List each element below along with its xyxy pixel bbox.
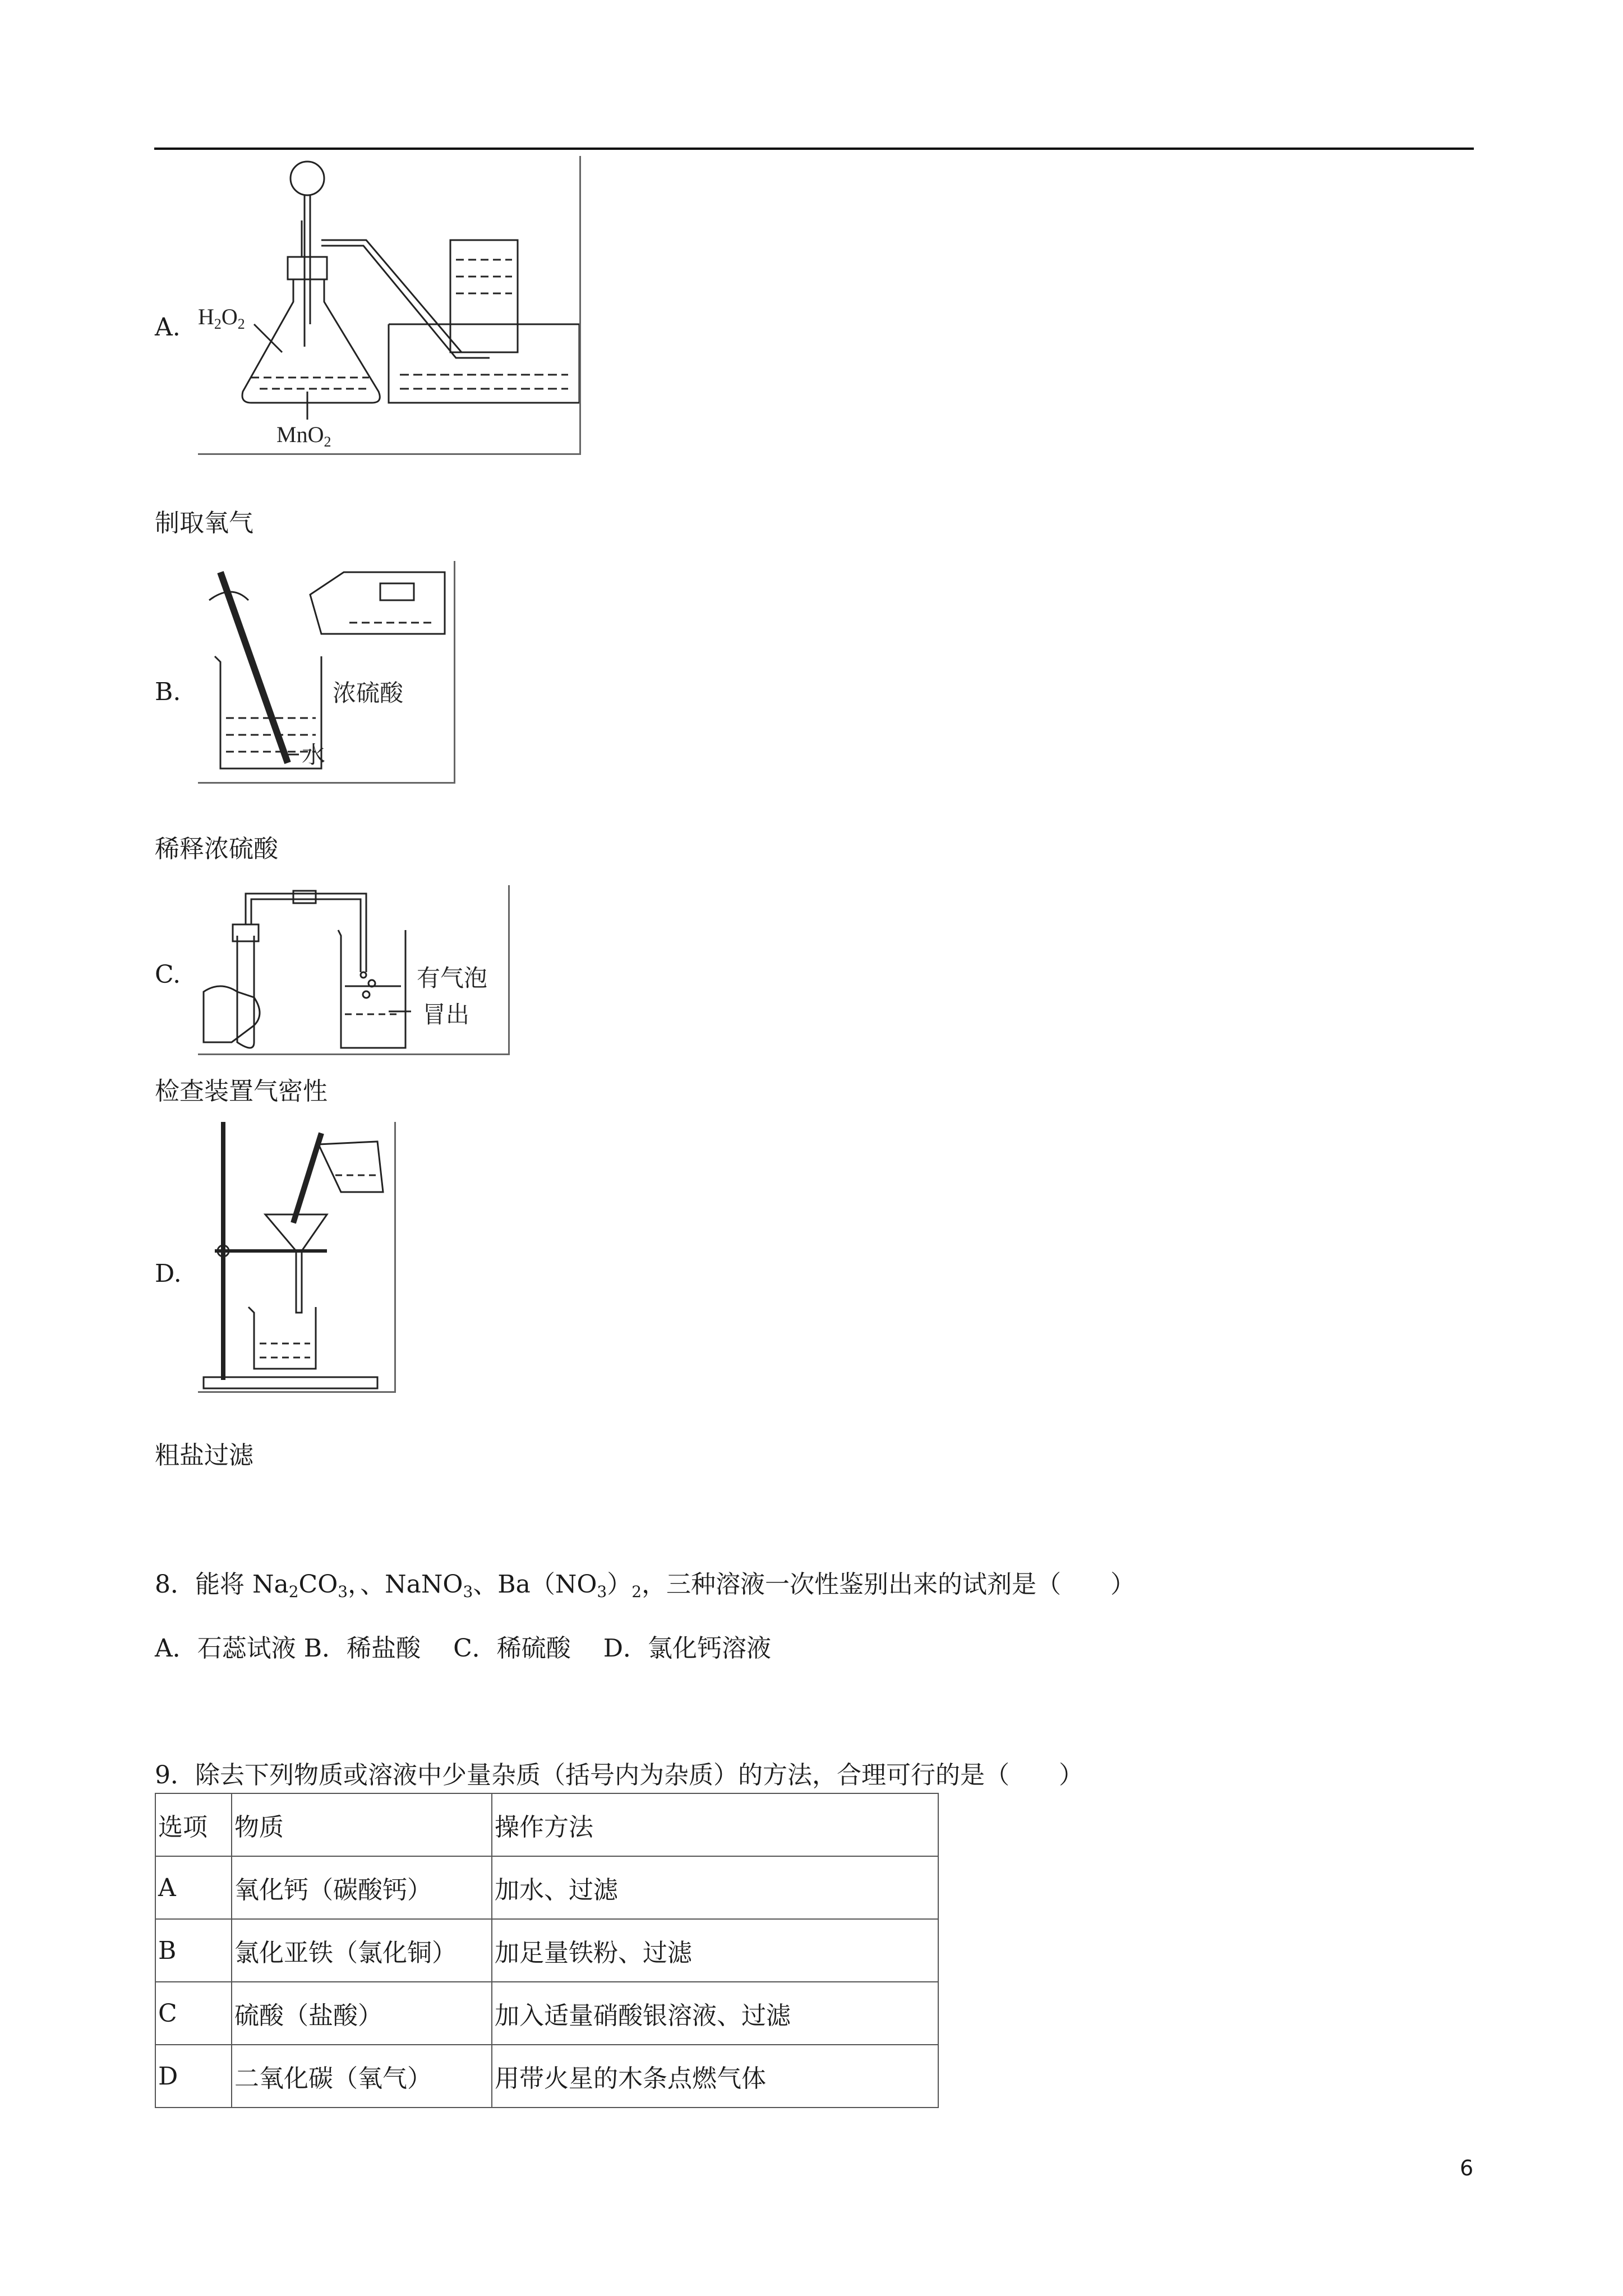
question-9-table — [155, 1793, 939, 2108]
table-row: D 二氧化碳（氧气） 用带火星的木条点燃气体 — [155, 2045, 938, 2108]
header-option: 选项 — [155, 1793, 232, 1856]
table-row: C 硫酸（盐酸） 加入适量硝酸银溶液、过滤 — [155, 1982, 938, 2045]
option-a-letter: A. — [155, 313, 181, 342]
question-8-stem: 8．能将 $Na_2CO_3$，、NaNO$_3$、$Ba(NO_3)_2$，三种溶液一次性鉴别出来的试剂是（ ） — [155, 1570, 1136, 1601]
figure-dilute-sulfuric-acid — [198, 561, 455, 784]
caption-option-d: 粗盐过滤 — [155, 1441, 253, 1470]
option-c-letter: C. — [155, 960, 181, 989]
figure-airtightness-check — [198, 885, 510, 1055]
label-bubbles-1: 有气泡 — [417, 964, 488, 992]
table-row: B 氯化亚铁（氯化铜） 加足量铁粉、过滤 — [155, 1919, 938, 1982]
svg-text:MnO2: MnO$_2$ — [276, 422, 331, 450]
question-9-stem: 9．除去下列物质或溶液中少量杂质（括号内为杂质）的方法，合理可行的是（ ） — [155, 1761, 1083, 1789]
figure-filtration — [198, 1122, 396, 1393]
header-method: 操作方法 — [492, 1793, 938, 1856]
caption-option-b: 稀释浓硫酸 — [155, 835, 278, 863]
header-rule — [154, 148, 1474, 150]
table-header-row — [155, 1793, 938, 1856]
label-concentrated-acid: 浓硫酸 — [333, 679, 404, 707]
label-h2o2: H — [198, 304, 214, 329]
table-row: A 氧化钙（碳酸钙） 加水、过滤 — [155, 1856, 938, 1919]
svg-text:H2O2: $H_2O_2$ — [198, 304, 245, 332]
label-water: 水 — [302, 741, 326, 769]
caption-option-a: 制取氧气 — [155, 509, 253, 537]
page-number: 6 — [1460, 2156, 1474, 2180]
header-substance: 物质 — [232, 1793, 492, 1856]
label-bubbles-2: 冒出 — [422, 1001, 470, 1028]
caption-option-c: 检查装置气密性 — [155, 1077, 328, 1106]
option-d-letter: D. — [155, 1259, 182, 1288]
question-8-options: A．石蕊试液 B．稀盐酸 C．稀硫酸 D．氯化钙溶液 — [155, 1634, 772, 1663]
label-mno2: MnO — [276, 422, 324, 447]
option-b-letter: B. — [155, 678, 181, 706]
figure-oxygen-apparatus — [198, 156, 581, 455]
